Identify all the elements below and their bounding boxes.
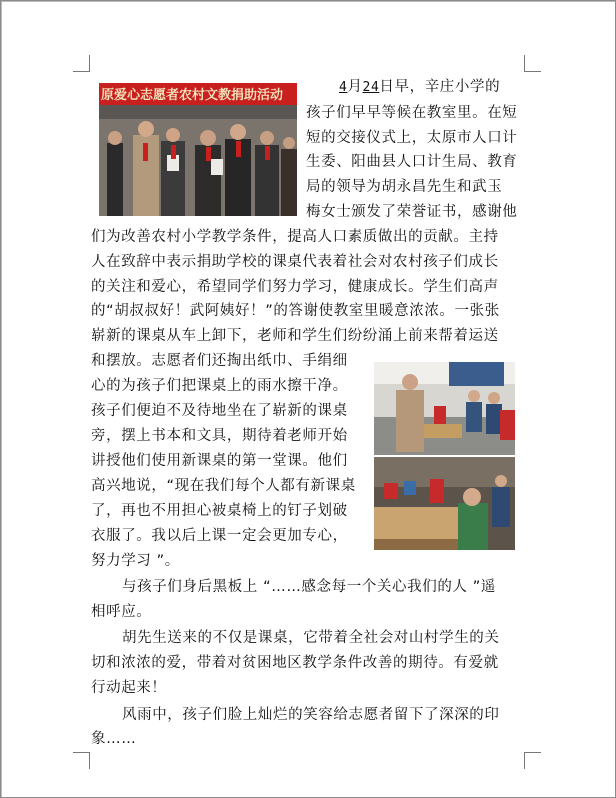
- classroom-photo-bottom-image: [374, 457, 515, 550]
- classroom-photo-top-image: [374, 362, 515, 455]
- text-line: 了，再也不用担心被桌椅上的钉子划破: [91, 503, 348, 519]
- text-line: 象……: [91, 731, 137, 747]
- classroom-photo-top: [374, 362, 515, 455]
- text-line: 和摆放。志愿者们还掏出纸巾、手绢细: [91, 353, 348, 369]
- text-line: 孩子们早早等候在教室里。在短: [306, 105, 518, 121]
- text-line: 切和浓浓的爱，带着对贫困地区教学条件改善的期待。有爱就: [91, 655, 499, 671]
- text-line: 梅女士颁发了荣誉证书，感谢他: [306, 204, 518, 220]
- text-line: 胡先生送来的不仅是课桌，它带着全社会对山村学生的关: [122, 630, 500, 646]
- text-line: 与孩子们身后黑板上 “……感念每一个关心我们的人 ”遥: [122, 579, 496, 595]
- ceremony-photo: [99, 83, 297, 216]
- crop-mark-top-right: [524, 55, 541, 72]
- banner-text: 原爱心志愿者农村文教捐助活动: [101, 88, 284, 103]
- date-rest: 日早，辛庄小学的: [379, 79, 501, 95]
- text-line: 崭新的课桌从车上卸下，老师和学生们纷纷涌上前来帮着运送: [91, 328, 499, 344]
- text-line: 人在致辞中表示捐助学校的课桌代表着社会对农村孩子们成长: [91, 254, 499, 270]
- text-line: 们为改善农村小学教学条件，提高人口素质做出的贡献。主持: [91, 229, 499, 245]
- text-line: 的关注和爱心，希望同学们努力学习，健康成长。学生们高声: [91, 279, 499, 295]
- people-group: [107, 121, 297, 216]
- crop-mark-top-left: [73, 55, 90, 72]
- text-line: 行动起来！: [91, 680, 167, 696]
- text-line: 心的为孩子们把课桌上的雨水擦干净。: [91, 378, 348, 394]
- date-month: 4: [339, 80, 348, 95]
- crop-mark-bottom-left: [73, 752, 90, 769]
- text-line: 相呼应。: [91, 604, 152, 620]
- classroom-photo-bottom: [374, 457, 515, 550]
- text-line: 讲授他们使用新课桌的第一堂课。他们: [91, 453, 348, 469]
- date-day: 24: [362, 80, 380, 95]
- text-line-date: [339, 78, 500, 97]
- text-line: 短的交接仪式上，太原市人口计: [306, 130, 518, 146]
- text-line: 局的领导为胡永昌先生和武玉: [306, 179, 503, 195]
- text-line: 风雨中，孩子们脸上灿烂的笑容给志愿者留下了深深的印: [122, 707, 500, 723]
- crop-mark-bottom-right: [524, 752, 541, 769]
- text-line: 孩子们便迫不及待地坐在了崭新的课桌: [91, 403, 348, 419]
- text-line: 努力学习 ”。: [91, 553, 180, 569]
- date-month-unit: 月: [347, 79, 363, 95]
- text-line: 衣服了。我以后上课一定会更加专心，: [91, 528, 348, 544]
- text-line: 高兴地说，“现在我们每个人都有新课桌: [91, 478, 356, 494]
- text-line: 的“胡叔叔好！武阿姨好！”的答谢使教室里暖意浓浓。一张张: [91, 303, 500, 319]
- text-line: 旁，摆上书本和文具，期待着老师开始: [91, 428, 348, 444]
- ceremony-photo-image: [99, 83, 297, 216]
- text-line: 生委、阳曲县人口计生局、教育: [306, 154, 518, 170]
